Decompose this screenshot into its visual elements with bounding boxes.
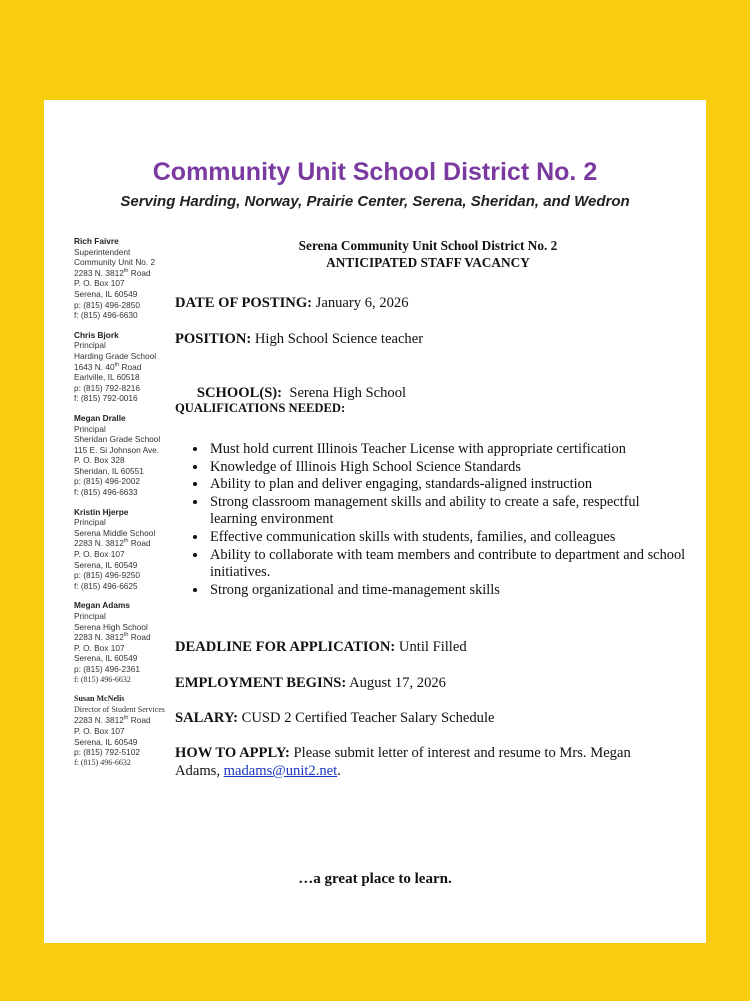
- contact-name: Chris Bjork: [74, 329, 119, 340]
- contact-fax: f: (815) 496-6633: [74, 487, 138, 498]
- vacancy-heading: [175, 237, 645, 271]
- list-item: • Ability to plan and deliver engaging, standards-aligned instruction: [208, 476, 688, 494]
- employment-label: EMPLOYMENT BEGINS:: [175, 675, 347, 691]
- position-label: POSITION:: [175, 331, 252, 347]
- qualifications-label: QUALIFICATIONS NEEDED:: [175, 401, 346, 415]
- school-value: Serena High School: [282, 385, 407, 401]
- contact-pobox: P. O. Box 328: [74, 455, 125, 466]
- contacts-sidebar: [74, 236, 184, 777]
- position-value: High School Science teacher: [251, 331, 424, 347]
- salary-value: CUSD 2 Certified Teacher Salary Schedule: [238, 710, 495, 726]
- list-item: • Effective communication skills with students, families, and colleagues: [208, 529, 688, 547]
- contact-title: Director of Student Services: [74, 704, 165, 714]
- date-value: January 6, 2026: [312, 295, 409, 311]
- deadline-label: DEADLINE FOR APPLICATION:: [175, 639, 396, 655]
- tagline: …a great place to learn.: [298, 871, 452, 887]
- contact-phone: p: (815) 496-9250: [74, 570, 140, 581]
- date-of-posting: [175, 294, 409, 312]
- qualifications-list: [175, 441, 688, 599]
- contact-phone: p: (815) 496-2850: [74, 299, 140, 310]
- contact-org: Community Unit No. 2: [74, 257, 156, 268]
- contact-street: 115 E. Si Johnson Ave.: [74, 444, 160, 455]
- posting-document: [44, 100, 706, 943]
- date-label: DATE OF POSTING:: [175, 295, 313, 311]
- contact-harding: [74, 330, 184, 404]
- contact-name: Rich Faivre: [74, 236, 119, 246]
- contact-city: Serena, IL 60549: [74, 559, 138, 570]
- list-item: • Strong organizational and time-management skills: [208, 582, 688, 600]
- contact-city: Sheridan, IL 60551: [74, 465, 144, 476]
- contact-high-school: [74, 600, 184, 685]
- deadline: [175, 638, 467, 656]
- contact-city: Serena, IL 60549: [74, 288, 138, 299]
- contact-org: Harding Grade School: [74, 350, 157, 361]
- contact-phone: p: (815) 496-2002: [74, 476, 140, 487]
- contact-street: 2283 N. 3812th Road: [74, 715, 151, 726]
- contact-org: Serena Middle School: [74, 527, 156, 538]
- contact-fax: f: (815) 792-0016: [74, 393, 138, 404]
- contact-street: 2283 N. 3812th Road: [74, 538, 151, 549]
- howto-label: HOW TO APPLY:: [175, 745, 290, 761]
- contact-name: Megan Dralle: [74, 412, 126, 423]
- how-to-apply: [175, 744, 645, 780]
- contact-pobox: P. O. Box 107: [74, 642, 125, 653]
- contact-title: Principal: [74, 517, 106, 528]
- contact-title: Principal: [74, 423, 106, 434]
- contact-student-services: [74, 694, 184, 768]
- contact-street: 2283 N. 3812th Road: [74, 267, 151, 278]
- employment-value: August 17, 2026: [346, 675, 446, 691]
- list-item: • Must hold current Illinois Teacher License with appropriate certification: [208, 441, 688, 459]
- contact-pobox: P. O. Box 107: [74, 549, 125, 560]
- district-line: Serena Community Unit School District No. 2: [298, 238, 558, 253]
- contact-name: Megan Adams: [74, 600, 130, 611]
- contact-pobox: P. O. Box 107: [74, 725, 125, 736]
- contact-name: Kristin Hjerpe: [74, 506, 129, 517]
- contact-street: 1643 N. 40th Road: [74, 361, 142, 372]
- contact-fax: f: (815) 496-6632: [74, 757, 131, 767]
- email-link[interactable]: madams@unit2.net: [223, 763, 338, 779]
- vacancy-line: ANTICIPATED STAFF VACANCY: [326, 255, 530, 270]
- contact-org: Sheridan Grade School: [74, 434, 161, 445]
- contact-org: Serena High School: [74, 621, 148, 632]
- district-subtitle: Serving Harding, Norway, Prairie Center, Serena, Sheridan, and Wedron: [120, 193, 630, 210]
- list-item: • Knowledge of Illinois High School Science Standards: [208, 459, 688, 477]
- contact-fax: f: (815) 496-6632: [74, 674, 131, 684]
- employment-begins: [175, 674, 446, 692]
- contact-title: Superintendent: [74, 246, 131, 257]
- howto-text: Please submit letter of interest and resume to Mrs. Megan Adams,: [175, 745, 631, 779]
- contact-phone: p: (815) 792-8216: [74, 382, 140, 393]
- contact-middle-school: [74, 507, 184, 592]
- contact-city: Serena, IL 60549: [74, 736, 138, 747]
- list-item: • Strong classroom management skills and ability to create a safe, respectful learning environment: [208, 494, 688, 529]
- contact-city: Earlville, IL 60518: [74, 372, 140, 383]
- contact-title: Principal: [74, 611, 106, 621]
- contact-city: Serena, IL 60549: [74, 653, 138, 664]
- deadline-value: Until Filled: [395, 639, 467, 655]
- howto-end: .: [337, 763, 341, 779]
- district-title: Community Unit School District No. 2: [152, 158, 598, 186]
- contact-name: Susan McNelis: [74, 694, 125, 704]
- contact-sheridan: [74, 413, 184, 498]
- salary-label: SALARY:: [175, 710, 239, 726]
- contact-title: Principal: [74, 340, 106, 351]
- position: [175, 330, 423, 348]
- contact-street: 2283 N. 3812th Road: [74, 632, 151, 643]
- contact-phone: p: (815) 496-2361: [74, 663, 140, 674]
- contact-phone: p: (815) 792-5102: [74, 747, 140, 758]
- vacancy-posting: [175, 237, 686, 779]
- contact-fax: f: (815) 496-6625: [74, 580, 138, 591]
- contact-fax: f: (815) 496-6630: [74, 310, 138, 321]
- contact-superintendent: [74, 236, 184, 321]
- list-item: • Ability to collaborate with team members and contribute to department and school initiatives.: [208, 547, 688, 582]
- contact-pobox: P. O. Box 107: [74, 278, 125, 289]
- school-label: SCHOOL(S):: [196, 385, 283, 401]
- salary: [175, 709, 494, 727]
